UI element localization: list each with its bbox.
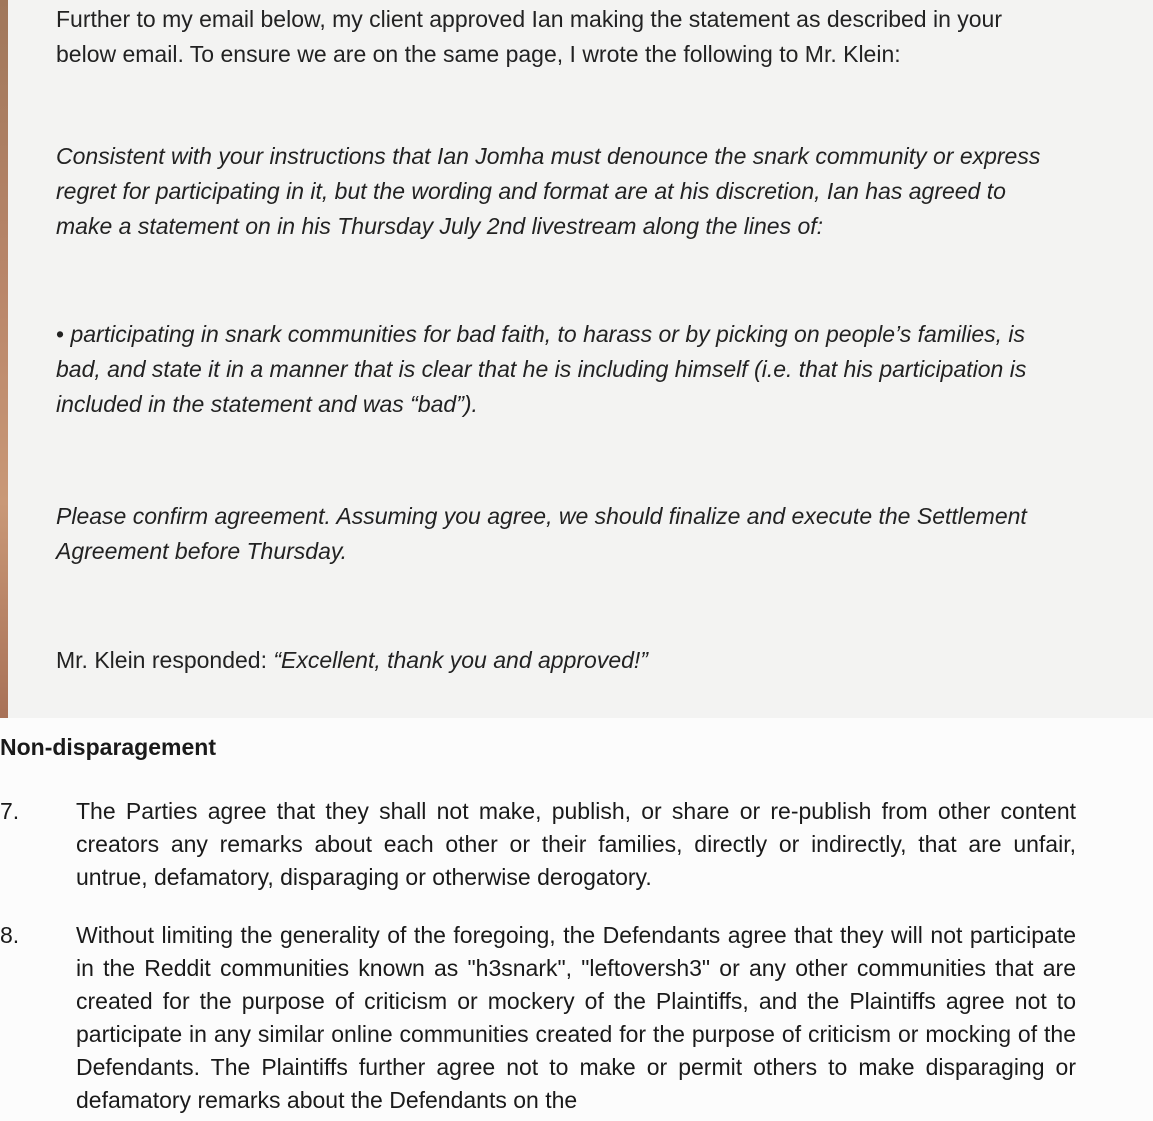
bullet-marker: • [56, 321, 65, 347]
clause-text: The Parties agree that they shall not make, publish, or share or re-publish from other content creators any remarks about each other or their families, directly or indirectly, that are unfair, untrue, defamatory, disparaging or otherwise derogatory. [76, 798, 1076, 890]
email-paragraph-instructions: Consistent with your instructions that Ian Jomha must denounce the snark community or express regret for participating in it, but the wording and format are at his discretion, Ian has agreed to make a statement on in his Thursday July 2nd livestream along the lines of: [56, 143, 1041, 239]
response-quote: “Excellent, thank you and approved!” [273, 647, 648, 673]
email-response [56, 643, 1056, 678]
photo-edge [0, 0, 8, 718]
email-paragraph-intro: Further to my email below, my client approved Ian making the statement as described in your below email. To ensure we are on the same page, I wrote the following to Mr. Klein: [56, 6, 1003, 67]
email-paragraph-confirm: Please confirm agreement. Assuming you agree, we should finalize and execute the Settlement Agreement before Thursday. [56, 503, 1027, 564]
clause-text: Without limiting the generality of the foregoing, the Defendants agree that they will not participate in the Reddit communities known as "h3snark", "leftoversh3" or any other communities that are created for the purpose of criticism or mockery of the Plaintiffs, and the Plaintiffs agree not to participate in any similar online communities created for the purpose of criticism or mocking of the Defendants. The Plaintiffs further agree not to make or permit others to make disparaging or defamatory remarks about the Defendants on the [76, 922, 1076, 1113]
clause-number: 7. [0, 798, 20, 824]
section-heading: Non-disparagement [0, 734, 216, 760]
response-prefix: Mr. Klein responded: [56, 647, 274, 673]
clause-number: 8. [0, 922, 20, 948]
bullet-text: participating in snark communities for bad faith, to harass or by picking on people’s families, is bad, and state it in a manner that is clear that he is including himself (i.e. that his participation is included in the statement and was “bad”). [56, 321, 1027, 417]
settlement-agreement-excerpt [0, 718, 1153, 1121]
email-bullet-item [56, 317, 1056, 422]
